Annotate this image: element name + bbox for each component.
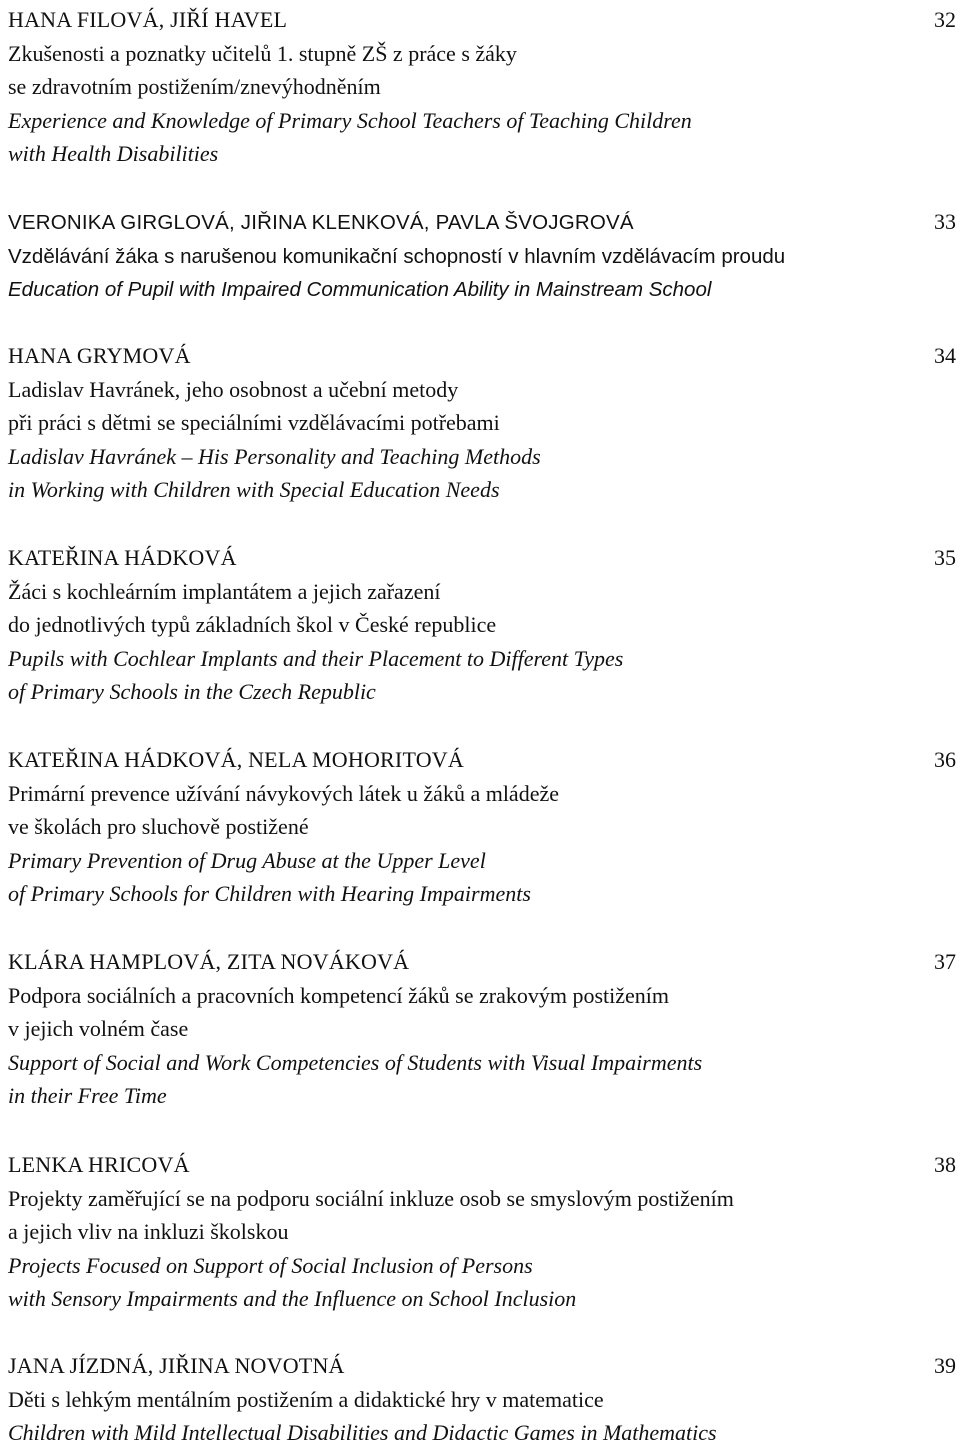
- toc-entry: [8, 1349, 956, 1450]
- entry-authors: VERONIKA GIRGLOVÁ, JIŘINA KLENKOVÁ, PAVLA ŠVOJGROVÁ: [8, 211, 634, 234]
- entry-authors: KLÁRA HAMPLOVÁ, ZITA NOVÁKOVÁ: [8, 949, 410, 974]
- entry-czech-title-line: Podpora sociálních a pracovních kompetencí žáků se zrakovým postižením: [8, 982, 670, 1008]
- entry-english-title-line: Primary Prevention of Drug Abuse at the Upper Level: [8, 847, 486, 873]
- entry-page-number: 35: [934, 545, 956, 570]
- toc-entry-header: [8, 3, 956, 37]
- toc-entry: [8, 205, 956, 307]
- entry-czech-title-line: ve školách pro sluchově postižené: [8, 814, 309, 839]
- toc-entry: [8, 339, 956, 507]
- entry-authors: KATEŘINA HÁDKOVÁ: [8, 545, 237, 570]
- toc-entry: [8, 3, 956, 171]
- toc-entry-header: [8, 205, 956, 240]
- entry-page-number: 33: [934, 209, 956, 234]
- toc-entry-header: [8, 541, 956, 575]
- entry-czech-title-line: do jednotlivých typů základních škol v České republice: [8, 612, 497, 637]
- entry-page-number: 39: [934, 1353, 956, 1378]
- toc-entry-header: [8, 743, 956, 777]
- entry-english-title-line: Experience and Knowledge of Primary School Teachers of Teaching Children: [8, 107, 692, 133]
- entry-czech-title-line: Vzdělávání žáka s narušenou komunikační schopností v hlavním vzdělávacím proudu: [8, 244, 786, 268]
- entry-authors: JANA JÍZDNÁ, JIŘINA NOVOTNÁ: [8, 1353, 345, 1378]
- entry-czech-title-line: se zdravotním postižením/znevýhodněním: [8, 74, 381, 99]
- entry-czech-title-line: a jejich vliv na inkluzi školskou: [8, 1219, 289, 1244]
- entry-page-number: 36: [934, 747, 956, 772]
- entry-czech-title-line: Ladislav Havránek, jeho osobnost a učební metody: [8, 376, 459, 402]
- entry-english-title-line: Ladislav Havránek – His Personality and Teaching Methods: [8, 443, 541, 469]
- entry-english-title-line: in Working with Children with Special Education Needs: [8, 477, 500, 502]
- entry-english-title-line: with Sensory Impairments and the Influence on School Inclusion: [8, 1286, 577, 1311]
- entry-page-number: 37: [934, 949, 956, 974]
- toc-entry-header: [8, 339, 956, 373]
- entry-authors: KATEŘINA HÁDKOVÁ, NELA MOHORITOVÁ: [8, 747, 464, 772]
- entry-czech-title-line: v jejich volném čase: [8, 1016, 189, 1041]
- entry-english-title-line: in their Free Time: [8, 1083, 167, 1108]
- entry-english-title-line: Education of Pupil with Impaired Communication Ability in Mainstream School: [8, 278, 712, 301]
- toc-entry: [8, 541, 956, 709]
- entry-czech-title-line: Žáci s kochleárním implantátem a jejich zařazení: [8, 578, 441, 604]
- entry-czech-title-line: při práci s dětmi se speciálními vzdělávacími potřebami: [8, 410, 500, 435]
- entry-english-title-line: Projects Focused on Support of Social Inclusion of Persons: [8, 1252, 533, 1278]
- entry-english-title-line: Pupils with Cochlear Implants and their Placement to Different Types: [8, 645, 624, 671]
- entry-authors: HANA GRYMOVÁ: [8, 343, 191, 368]
- toc-entry-header: [8, 945, 956, 979]
- toc-entry: [8, 743, 956, 911]
- entry-page-number: 34: [934, 343, 956, 368]
- entry-czech-title-line: Zkušenosti a poznatky učitelů 1. stupně ZŠ z práce s žáky: [8, 40, 517, 66]
- toc-entry: [8, 1148, 956, 1316]
- entry-english-title-line: of Primary Schools in the Czech Republic: [8, 679, 376, 704]
- entry-english-title-line: Children with Mild Intellectual Disabilities and Didactic Games in Mathematics: [8, 1420, 717, 1445]
- entry-czech-title-line: Děti s lehkým mentálním postižením a didaktické hry v matematice: [8, 1386, 604, 1412]
- toc-entry-header: [8, 1148, 956, 1182]
- entry-czech-title-line: Projekty zaměřující se na podporu sociální inkluze osob se smyslovým postižením: [8, 1185, 734, 1211]
- entry-page-number: 38: [934, 1152, 956, 1177]
- toc-entry-header: [8, 1349, 956, 1383]
- entry-authors: HANA FILOVÁ, JIŘÍ HAVEL: [8, 7, 288, 32]
- toc-entry: [8, 945, 956, 1113]
- entry-english-title-line: of Primary Schools for Children with Hearing Impairments: [8, 881, 531, 906]
- entry-czech-title-line: Primární prevence užívání návykových látek u žáků a mládeže: [8, 780, 559, 806]
- entry-english-title-line: with Health Disabilities: [8, 141, 219, 166]
- entry-authors: LENKA HRICOVÁ: [8, 1152, 190, 1177]
- entry-english-title-line: Support of Social and Work Competencies of Students with Visual Impairments: [8, 1049, 703, 1075]
- entry-page-number: 32: [934, 7, 956, 32]
